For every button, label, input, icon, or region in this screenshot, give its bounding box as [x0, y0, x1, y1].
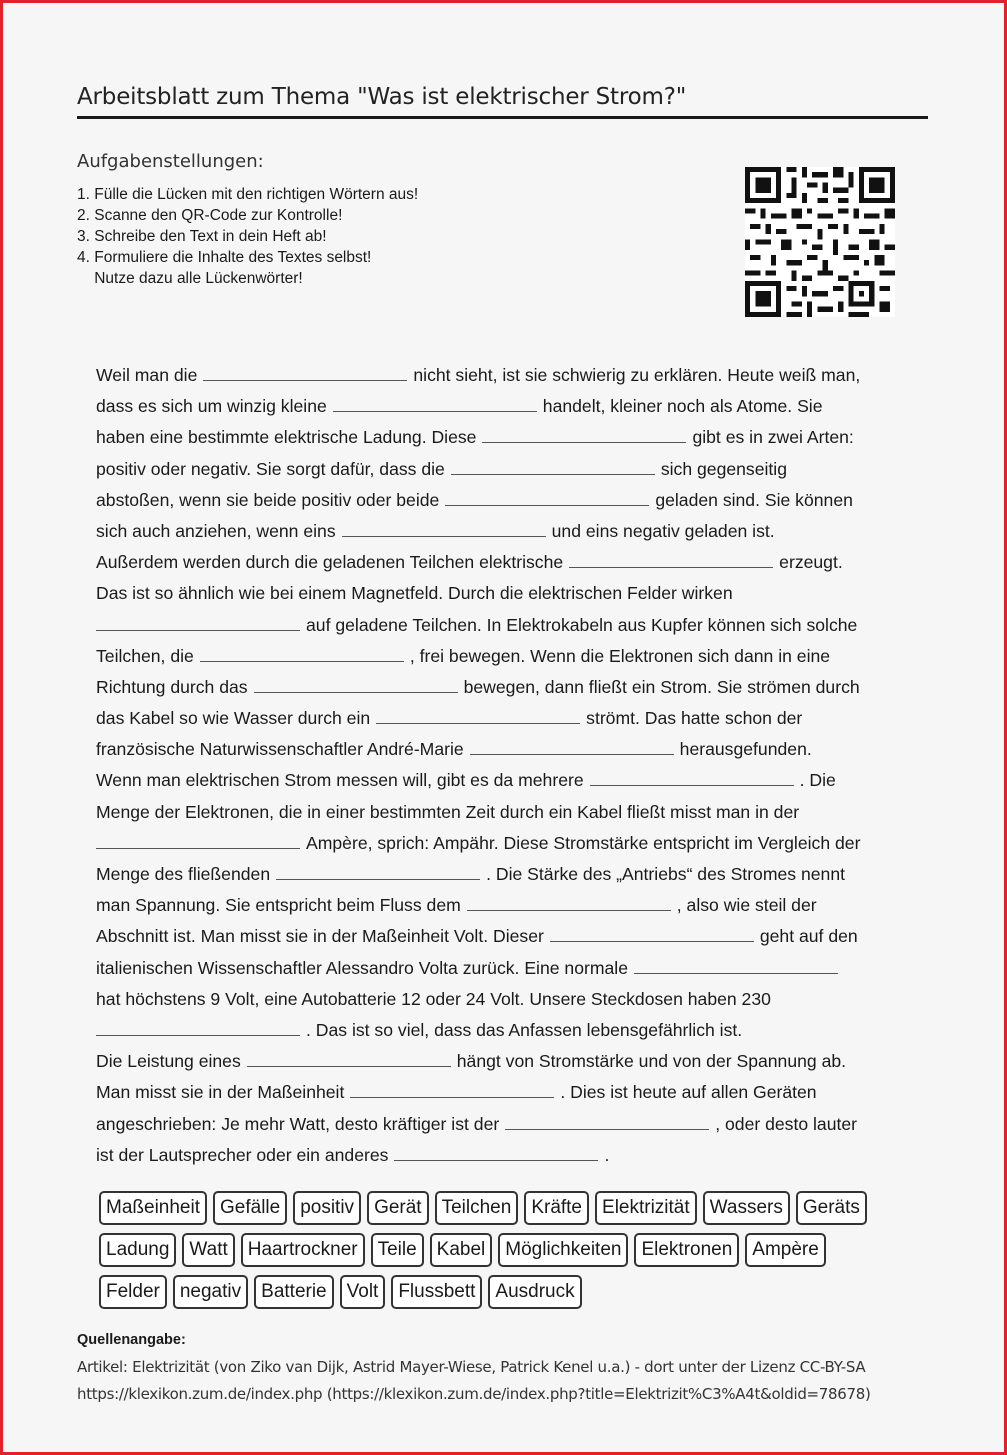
cloze-text-before: Richtung durch das: [96, 676, 248, 697]
word-chip[interactable]: Haartrockner: [241, 1233, 365, 1267]
source-link[interactable]: https://klexikon.zum.de/index.php (https://klexikon.zum.de/index.php?title=Elektrizit%C3%A4t&oldid=78678): [77, 1385, 871, 1403]
blank-field[interactable]: [634, 959, 838, 974]
cloze-text-before: positiv oder negativ. Sie sorgt dafür, dass die: [96, 458, 445, 479]
word-chip[interactable]: Gefälle: [213, 1191, 287, 1225]
cloze-text-segment: Menge der Elektronen, die in einer bestimmten Zeit durch ein Kabel fließt misst man in der: [96, 801, 800, 822]
cloze-line: [96, 1077, 911, 1108]
blank-field[interactable]: [505, 1115, 709, 1130]
cloze-text-after: erzeugt.: [779, 552, 843, 573]
cloze-text-after: geladen sind. Sie können: [655, 489, 853, 510]
cloze-line: [96, 703, 911, 734]
word-chip[interactable]: Felder: [99, 1275, 167, 1309]
cloze-text-before: sich auch anziehen, wenn eins: [96, 520, 336, 541]
word-chip[interactable]: Möglichkeiten: [498, 1233, 628, 1267]
word-chip[interactable]: Teile: [371, 1233, 424, 1267]
blank-field[interactable]: [550, 927, 754, 942]
cloze-text-after: nicht sieht, ist sie schwierig zu erklären. Heute weiß man,: [413, 365, 861, 385]
cloze-text-segment: hat höchstens 9 Volt, eine Autobatterie 12 oder 24 Volt. Unsere Steckdosen haben 230: [96, 988, 771, 1009]
cloze-line: [96, 391, 911, 422]
word-chip[interactable]: Kräfte: [524, 1191, 589, 1225]
task-list: [77, 184, 418, 289]
cloze-text-before: das Kabel so wie Wasser durch ein: [96, 708, 371, 729]
cloze-text-before: französische Naturwissenschaftler André-Marie: [96, 739, 464, 760]
cloze-line: [96, 1140, 911, 1171]
cloze-text-segment: Das ist so ähnlich wie bei einem Magnetfeld. Durch die elektrischen Felder wirken: [96, 583, 733, 604]
task-item: 3. Schreibe den Text in dein Heft ab!: [77, 228, 327, 245]
blank-field[interactable]: [276, 865, 480, 880]
cloze-line: [96, 578, 911, 609]
cloze-line: [96, 360, 911, 391]
source-heading: Quellenangabe:: [77, 1332, 186, 1348]
cloze-text-after: bewegen, dann fließt ein Strom. Sie strömen durch: [463, 676, 860, 697]
word-chip[interactable]: Geräts: [796, 1191, 867, 1225]
blank-field[interactable]: [470, 740, 674, 755]
cloze-text-after: geht auf den: [759, 926, 858, 947]
blank-field[interactable]: [96, 1021, 300, 1036]
cloze-line: [96, 765, 911, 796]
blank-field[interactable]: [376, 709, 580, 724]
cloze-line: [96, 610, 911, 641]
cloze-text-before: Außerdem werden durch die geladenen Teilchen elektrische: [96, 552, 564, 573]
cloze-text-after: . Die: [799, 770, 836, 791]
cloze-text-before: Menge des fließenden: [96, 864, 271, 884]
cloze-line: [96, 1046, 911, 1077]
cloze-text-after: . Die Stärke des „Antriebs“ des Stromes nennt: [486, 864, 845, 884]
cloze-line: [96, 797, 911, 828]
blank-field[interactable]: [394, 1146, 598, 1161]
source-article: Artikel: Elektrizität (von Ziko van Dijk, Astrid Mayer-Wiese, Patrick Kenel u.a.) - dort unter der Lizenz CC-BY-SA: [77, 1358, 866, 1376]
blank-field[interactable]: [350, 1083, 554, 1098]
cloze-line: [96, 516, 911, 547]
word-chip[interactable]: positiv: [293, 1191, 361, 1225]
cloze-text-after: und eins negativ geladen ist.: [551, 520, 775, 541]
cloze-line: [96, 859, 911, 890]
cloze-text-after: auf geladene Teilchen. In Elektrokabeln aus Kupfer können sich solche: [306, 614, 858, 635]
cloze-text-before: abstoßen, wenn sie beide positiv oder beide: [96, 489, 440, 510]
word-chip[interactable]: Wassers: [703, 1191, 790, 1225]
cloze-text-after: gibt es in zwei Arten:: [692, 427, 854, 448]
cloze-text-after: . Das ist so viel, dass das Anfassen lebensgefährlich ist.: [306, 1019, 743, 1040]
word-bank: [99, 1191, 919, 1317]
word-chip[interactable]: Kabel: [430, 1233, 493, 1267]
cloze-line: [96, 1109, 911, 1140]
cloze-text-after: Ampère, sprich: Ampähr. Diese Stromstärke entspricht im Vergleich der: [306, 832, 861, 853]
word-chip[interactable]: Flussbett: [391, 1275, 482, 1309]
cloze-text-before: man Spannung. Sie entspricht beim Fluss dem: [96, 895, 461, 916]
cloze-text-before: ist der Lautsprecher oder ein anderes: [96, 1144, 389, 1165]
cloze-text-before: italienischen Wissenschaftler Alessandro Volta zurück. Eine normale: [96, 957, 628, 978]
blank-field[interactable]: [445, 491, 649, 506]
task-item: Nutze dazu alle Lückenwörter!: [77, 270, 303, 287]
cloze-text-before: Teilchen, die: [96, 645, 194, 666]
word-chip[interactable]: negativ: [173, 1275, 248, 1309]
blank-field[interactable]: [333, 397, 537, 412]
cloze-line: [96, 828, 911, 859]
cloze-line: [96, 953, 911, 984]
cloze-text-before: angeschrieben: Je mehr Watt, desto kräftiger ist der: [96, 1113, 500, 1134]
word-chip[interactable]: Elektrizität: [595, 1191, 697, 1225]
word-chip[interactable]: Watt: [182, 1233, 234, 1267]
blank-field[interactable]: [590, 771, 794, 786]
cloze-text-after: . Dies ist heute auf allen Geräten: [560, 1082, 817, 1103]
cloze-text-after: , also wie steil der: [676, 895, 817, 916]
cloze-text: [96, 360, 911, 1171]
cloze-line: [96, 984, 911, 1015]
task-item: 4. Formuliere die Inhalte des Textes selbst!: [77, 249, 372, 266]
cloze-line: [96, 641, 911, 672]
cloze-text-before: Die Leistung eines: [96, 1051, 241, 1072]
word-chip[interactable]: Elektronen: [634, 1233, 739, 1267]
cloze-text-after: sich gegenseitig: [660, 458, 787, 479]
cloze-text-before: dass es sich um winzig kleine: [96, 396, 327, 417]
blank-field[interactable]: [96, 834, 300, 849]
word-bank-row: [99, 1233, 919, 1267]
task-item: 1. Fülle die Lücken mit den richtigen Wörtern aus!: [77, 186, 419, 203]
word-chip[interactable]: Batterie: [254, 1275, 333, 1309]
blank-field[interactable]: [482, 428, 686, 443]
cloze-text-before: Wenn man elektrischen Strom messen will, gibt es da mehrere: [96, 770, 584, 791]
cloze-line: [96, 1015, 911, 1046]
cloze-text-after: herausgefunden.: [679, 739, 812, 760]
blank-field[interactable]: [96, 616, 300, 631]
qr-code-icon[interactable]: [745, 167, 895, 317]
cloze-text-before: haben eine bestimmte elektrische Ladung. Diese: [96, 427, 477, 448]
blank-field[interactable]: [569, 553, 773, 568]
page-title: Arbeitsblatt zum Thema "Was ist elektrischer Strom?": [77, 84, 687, 110]
word-chip[interactable]: Maßeinheit: [99, 1191, 207, 1225]
blank-field[interactable]: [203, 366, 407, 381]
cloze-text-after: hängt von Stromstärke und von der Spannung ab.: [456, 1051, 847, 1072]
cloze-line: [96, 734, 911, 765]
blank-field[interactable]: [247, 1052, 451, 1067]
cloze-text-before: Abschnitt ist. Man misst sie in der Maßeinheit Volt. Dieser: [96, 926, 544, 947]
word-chip[interactable]: Teilchen: [435, 1191, 519, 1225]
blank-field[interactable]: [451, 460, 655, 475]
cloze-line: [96, 672, 911, 703]
cloze-text-after: .: [604, 1144, 610, 1165]
cloze-text-after: strömt. Das hatte schon der: [586, 708, 803, 729]
tasks-heading: Aufgabenstellungen:: [77, 151, 264, 172]
cloze-line: [96, 890, 911, 921]
cloze-line: [96, 422, 911, 453]
cloze-line: [96, 547, 911, 578]
cloze-text-after: handelt, kleiner noch als Atome. Sie: [542, 396, 823, 417]
cloze-line: [96, 921, 911, 952]
word-chip[interactable]: Ampère: [745, 1233, 826, 1267]
blank-field[interactable]: [200, 647, 404, 662]
word-chip[interactable]: Gerät: [367, 1191, 429, 1225]
word-bank-row: [99, 1275, 919, 1309]
cloze-line: [96, 485, 911, 516]
word-chip[interactable]: Ladung: [99, 1233, 176, 1267]
cloze-line: [96, 454, 911, 485]
cloze-text-before: Man misst sie in der Maßeinheit: [96, 1082, 345, 1103]
task-item: 2. Scanne den QR-Code zur Kontrolle!: [77, 207, 343, 224]
word-chip[interactable]: Ausdruck: [488, 1275, 581, 1309]
title-divider: [77, 116, 928, 119]
blank-field[interactable]: [467, 896, 671, 911]
cloze-text-after: , frei bewegen. Wenn die Elektronen sich dann in eine: [409, 645, 831, 666]
cloze-text-before: Weil man die: [96, 365, 198, 385]
blank-field[interactable]: [254, 678, 458, 693]
word-chip[interactable]: Volt: [340, 1275, 386, 1309]
blank-field[interactable]: [342, 522, 546, 537]
cloze-text-after: , oder desto lauter: [715, 1113, 858, 1134]
word-bank-row: [99, 1191, 919, 1225]
